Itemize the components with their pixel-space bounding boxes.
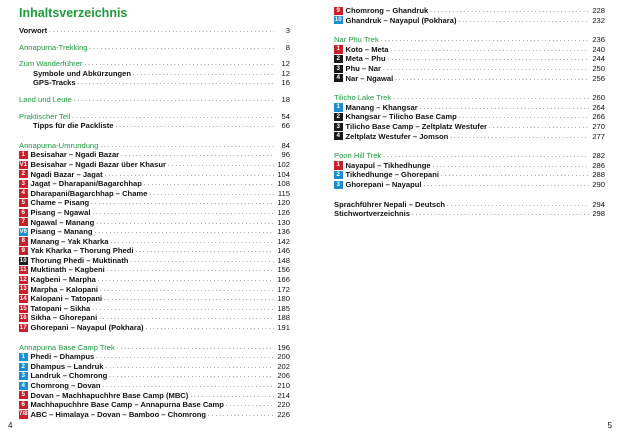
toc-stage-entry[interactable] bbox=[19, 410, 290, 420]
toc-entry-vorwort[interactable] bbox=[19, 26, 290, 36]
toc-entry-title: Tilicho Lake Trek bbox=[334, 93, 392, 103]
toc-entry-title: Annapurna-Umrundung bbox=[19, 140, 99, 150]
toc-entry-page: 250 bbox=[592, 63, 605, 73]
toc-entry-title: Marpha – Kalopani bbox=[30, 284, 99, 294]
toc-entry-title: Chame – Pisang bbox=[30, 198, 90, 208]
toc-entry-title: Kagbeni – Marpha bbox=[30, 275, 96, 285]
toc-entry-title: Vorwort bbox=[19, 26, 48, 35]
stage-number-badge: V6 bbox=[19, 227, 28, 235]
stage-number-badge: 5 bbox=[19, 391, 28, 399]
stage-number-badge: 4 bbox=[334, 74, 343, 82]
toc-entry-page: 290 bbox=[592, 179, 605, 189]
stage-number-badge: 2 bbox=[334, 171, 343, 179]
toc-entry-page: 210 bbox=[277, 381, 290, 390]
toc-entry-title: Landruk – Chomrong bbox=[30, 371, 108, 381]
leader-dots bbox=[208, 409, 274, 421]
toc-entry-title: Tatopani – Sikha bbox=[30, 303, 91, 313]
toc-entry-page: 196 bbox=[277, 342, 290, 352]
toc-stage-entry[interactable] bbox=[334, 180, 605, 190]
toc-entry-title: Tipps für die Packliste bbox=[33, 121, 114, 131]
toc-entry-page: 282 bbox=[592, 151, 605, 161]
leader-dots bbox=[78, 77, 274, 89]
stage-list-abc-continued bbox=[334, 6, 605, 25]
toc-entry-page: 156 bbox=[277, 265, 290, 275]
stage-number-badge: 2 bbox=[334, 113, 343, 121]
toc-entry-title: Ngawal – Manang bbox=[30, 217, 95, 227]
toc-entry-title: Stichwortverzeichnis bbox=[334, 209, 410, 219]
toc-entry-title: Machhapuchhre Base Camp – Annapurna Base Camp bbox=[30, 400, 224, 410]
stage-number-badge: 4 bbox=[19, 382, 28, 390]
stage-list-umrundung bbox=[19, 150, 290, 332]
toc-stage-entry[interactable] bbox=[334, 74, 605, 84]
toc-entry-page: 294 bbox=[592, 199, 605, 209]
stage-number-badge: 3 bbox=[19, 372, 28, 380]
toc-entry-page: 260 bbox=[592, 93, 605, 103]
toc-entry-page: 12 bbox=[281, 68, 290, 78]
toc-entry-title: Annapurna-Trekking bbox=[19, 42, 88, 52]
stage-number-badge: 1 bbox=[334, 161, 343, 169]
toc-entry-page: 185 bbox=[277, 303, 290, 313]
stage-number-badge: 4 bbox=[19, 189, 28, 197]
toc-entry-page: 286 bbox=[592, 160, 605, 170]
stage-list-poon-hill bbox=[334, 161, 605, 190]
toc-entry-title: Yak Kharka – Thorung Phedi bbox=[30, 246, 134, 256]
toc-entry-page: 256 bbox=[592, 73, 605, 83]
stage-number-badge: 1 bbox=[19, 151, 28, 159]
toc-entry-page: 226 bbox=[277, 409, 290, 419]
toc-entry-page: 266 bbox=[592, 112, 605, 122]
stage-number-badge: 3 bbox=[334, 65, 343, 73]
toc-entry-page: 214 bbox=[277, 390, 290, 400]
toc-entry-title: Poon Hill Trek bbox=[334, 151, 382, 161]
toc-entry-title: Koto – Meta bbox=[345, 44, 389, 54]
stage-number-badge: 3 bbox=[19, 180, 28, 188]
toc-entry-title: Dovan – Machhapuchhre Base Camp (MBC) bbox=[30, 390, 189, 400]
stage-number-badge: 15 bbox=[19, 304, 27, 312]
toc-stage-entry[interactable] bbox=[19, 323, 290, 333]
toc-entry-title: Ngadi Bazar – Jagat bbox=[30, 169, 103, 179]
stage-number-badge: 3 bbox=[334, 123, 343, 131]
toc-entry-page: 200 bbox=[277, 352, 290, 362]
stage-number-badge: 8 bbox=[19, 237, 28, 245]
toc-entry-page: 240 bbox=[592, 44, 605, 54]
toc-entry-page: 264 bbox=[592, 102, 605, 112]
toc-entry-title: Dharapani/Bagarchhap – Chame bbox=[30, 188, 148, 198]
stage-list-tilicho bbox=[334, 103, 605, 141]
toc-entry-page: 142 bbox=[277, 236, 290, 246]
leader-dots bbox=[395, 73, 589, 85]
stage-number-badge: 12 bbox=[19, 275, 27, 283]
toc-entry-page: 136 bbox=[277, 227, 290, 237]
stage-number-badge: 11 bbox=[19, 266, 27, 274]
toc-entry-page: 277 bbox=[592, 131, 605, 141]
toc-entry-title: Phedi – Dhampus bbox=[30, 352, 95, 362]
leader-dots bbox=[146, 322, 274, 334]
leader-dots bbox=[74, 94, 274, 106]
toc-entry-page: 115 bbox=[277, 188, 290, 198]
toc-entry-page: 180 bbox=[277, 294, 290, 304]
toc-entry-title: Sikha – Ghorepani bbox=[30, 313, 98, 323]
toc-entry-page: 66 bbox=[281, 121, 290, 131]
toc-entry-title: Jagat – Dharapani/Bagarchhap bbox=[30, 179, 142, 189]
toc-entry-page: 188 bbox=[277, 313, 290, 323]
toc-entry-page: 12 bbox=[281, 59, 290, 69]
toc-entry-title: Pisang – Ngawal bbox=[30, 207, 91, 217]
stage-number-badge: 6 bbox=[19, 401, 28, 409]
toc-entry-page: 228 bbox=[592, 6, 605, 15]
toc-entry-title: Meta – Phu bbox=[345, 54, 386, 64]
toc-entry-title: Kalopani – Tatopani bbox=[30, 294, 103, 304]
leader-dots bbox=[450, 131, 589, 143]
toc-entry-page: 3 bbox=[285, 26, 290, 35]
toc-stage-entry[interactable] bbox=[334, 132, 605, 142]
toc-entry-title: Manang – Khangsar bbox=[345, 102, 418, 112]
toc-entry-stichwortverzeichnis[interactable] bbox=[334, 209, 605, 219]
toc-entry-title: GPS-Tracks bbox=[33, 78, 76, 88]
toc-entry-page: 102 bbox=[277, 159, 290, 169]
toc-entry-title: Ghandruk – Nayapul (Pokhara) bbox=[345, 15, 457, 25]
toc-entry-title: Praktischer Teil bbox=[19, 111, 71, 121]
stage-number-badge: 1 bbox=[334, 45, 343, 53]
toc-entry-page: 202 bbox=[277, 361, 290, 371]
leader-dots bbox=[115, 120, 274, 132]
leader-dots bbox=[412, 208, 589, 220]
stage-number-badge: 13 bbox=[19, 285, 27, 293]
toc-entry-page: 18 bbox=[281, 94, 290, 104]
toc-entry-title: Sprachführer Nepali – Deutsch bbox=[334, 199, 445, 209]
toc-entry-page: 8 bbox=[285, 42, 290, 52]
toc-entry-land-und-leute[interactable] bbox=[19, 95, 290, 105]
toc-entry-title: Thorung Phedi – Muktinath bbox=[30, 255, 129, 265]
stage-number-badge: 1 bbox=[19, 353, 28, 361]
toc-entry-page: 96 bbox=[281, 150, 290, 160]
page-number-left: 4 bbox=[8, 421, 13, 430]
toc-entry-page: 146 bbox=[277, 246, 290, 256]
toc-entry-page: 104 bbox=[277, 169, 290, 179]
stage-number-badge: 2 bbox=[19, 170, 28, 178]
stage-number-badge: 9 bbox=[334, 7, 343, 15]
toc-entry-title: Phu – Nar bbox=[345, 63, 381, 73]
toc-entry-page: 166 bbox=[277, 275, 290, 285]
leader-dots bbox=[458, 15, 589, 27]
toc-entry-page: 236 bbox=[592, 35, 605, 45]
stage-number-badge: 3 bbox=[334, 181, 343, 189]
toc-entry-page: 288 bbox=[592, 170, 605, 180]
toc-entry-title: Zeltplatz Westufer – Jomson bbox=[345, 131, 449, 141]
toc-entry-title: Ghorepani – Nayapul (Pokhara) bbox=[30, 323, 144, 333]
toc-entry-title: Zum Wanderführer bbox=[19, 59, 83, 69]
toc-entry-title: Nar – Ngawal bbox=[345, 73, 394, 83]
toc-stage-entry[interactable] bbox=[334, 16, 605, 26]
stage-number-badge: 5 bbox=[19, 199, 28, 207]
stage-number-badge: 14 bbox=[19, 294, 27, 302]
stage-number-badge: 10 bbox=[334, 16, 342, 24]
toc-entry-title: Chomrong – Dovan bbox=[30, 381, 101, 390]
toc-entry-title: Tikhedhunge – Ghorepani bbox=[345, 170, 440, 180]
toc-entry-title: Muktinath – Kagbeni bbox=[30, 265, 105, 275]
stage-number-badge: 16 bbox=[19, 314, 27, 322]
toc-entry-title: Nar Phu Trek bbox=[334, 35, 379, 45]
stage-number-badge: 7 bbox=[19, 218, 28, 226]
toc-entry-page: 172 bbox=[277, 284, 290, 294]
toc-entry-page: 130 bbox=[277, 217, 290, 227]
toc-entry-title: Annapurna Base Camp Trek bbox=[19, 342, 115, 352]
toc-entry-title: Symbole und Abkürzungen bbox=[33, 68, 132, 78]
toc-entry-page: 108 bbox=[277, 179, 290, 189]
stage-number-badge: 1 bbox=[334, 103, 343, 111]
leader-dots bbox=[49, 25, 274, 37]
stage-number-badge: 10 bbox=[19, 256, 27, 264]
stage-number-badge: 2 bbox=[334, 55, 343, 63]
leader-dots bbox=[90, 42, 274, 54]
toc-entry-title: Besisahar – Ngadi Bazar bbox=[30, 150, 120, 160]
right-page bbox=[318, 0, 620, 433]
stage-number-badge: V1 bbox=[19, 160, 28, 168]
toc-entry-page: 54 bbox=[281, 111, 290, 121]
leader-dots bbox=[423, 179, 589, 191]
toc-entry-title: Dhampus – Landruk bbox=[30, 361, 104, 371]
toc-entry-title: Nayapul – Tikhedhunge bbox=[345, 160, 431, 170]
toc-entry-title: Ghorepani – Nayapul bbox=[345, 179, 422, 189]
toc-entry-page: 220 bbox=[277, 400, 290, 410]
stage-number-badge: 4 bbox=[334, 132, 343, 140]
toc-entry-title: Besisahar – Ngadi Bazar über Khasur bbox=[30, 159, 166, 169]
stage-number-badge: 6 bbox=[19, 209, 28, 217]
page-title: Inhaltsverzeichnis bbox=[19, 6, 128, 20]
toc-entry-page: 16 bbox=[281, 78, 290, 88]
toc-entry-page: 126 bbox=[277, 207, 290, 217]
stage-list-abc bbox=[19, 352, 290, 419]
toc-entry-title: Land und Leute bbox=[19, 94, 72, 104]
stage-number-badge: 2 bbox=[19, 363, 28, 371]
toc-entry-page: 270 bbox=[592, 121, 605, 131]
toc-entry-title: Khangsar – Tilicho Base Camp bbox=[345, 112, 457, 122]
stage-list-nar-phu bbox=[334, 45, 605, 83]
toc-entry-page: 191 bbox=[277, 323, 290, 333]
book-gutter bbox=[310, 0, 318, 433]
toc-entry-annapurna-trekking[interactable] bbox=[19, 43, 290, 53]
page-number-right: 5 bbox=[607, 421, 612, 430]
stage-number-badge: 17 bbox=[19, 323, 27, 331]
toc-entry-title: Pisang – Manang bbox=[30, 227, 93, 237]
toc-entry-page: 244 bbox=[592, 54, 605, 64]
toc-entry-title: Tilicho Base Camp – Zeltplatz Westufer bbox=[345, 121, 488, 131]
toc-entry-page: 148 bbox=[277, 255, 290, 265]
stage-number-badge: 7/8 bbox=[19, 410, 28, 418]
toc-entry-title: Chomrong – Ghandruk bbox=[345, 6, 429, 15]
toc-entry-page: 298 bbox=[592, 209, 605, 219]
toc-entry-title: Manang – Yak Kharka bbox=[30, 236, 109, 246]
toc-entry-page: 120 bbox=[277, 198, 290, 208]
stage-number-badge: 9 bbox=[19, 247, 28, 255]
toc-entry-title: ABC – Himalaya – Dovan – Bamboo – Chomrong bbox=[30, 409, 207, 419]
toc-entry-gps-tracks[interactable] bbox=[19, 78, 290, 88]
toc-entry-tipps-packliste[interactable] bbox=[19, 121, 290, 131]
toc-entry-page: 84 bbox=[281, 140, 290, 150]
toc-entry-page: 232 bbox=[592, 15, 605, 25]
toc-entry-page: 206 bbox=[277, 371, 290, 381]
